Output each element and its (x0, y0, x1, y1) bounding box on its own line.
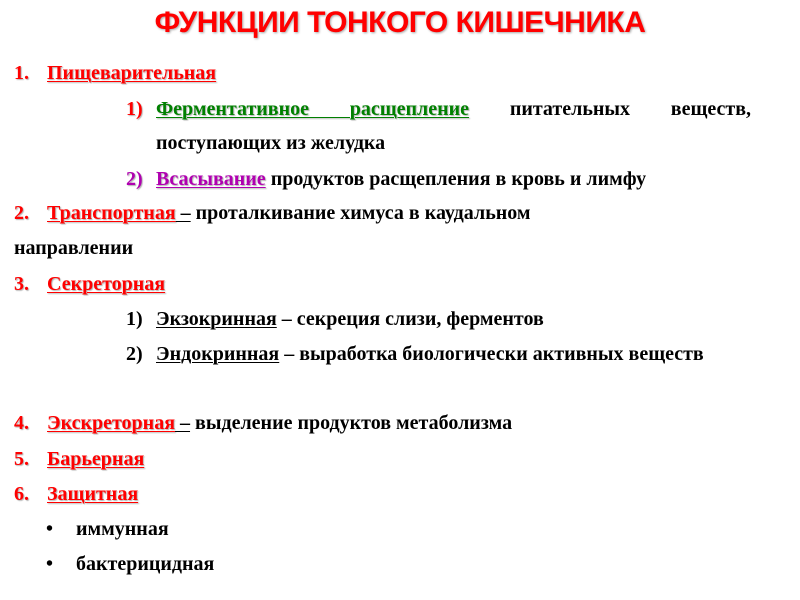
section-heading-secretory: Секреторная (47, 273, 166, 295)
excretory-text: выделение продуктов метаболизма (190, 412, 513, 434)
term-endocrine: Эндокринная (156, 343, 280, 365)
sub-item-exocrine (156, 307, 544, 331)
transport-dash: – (175, 202, 191, 224)
list-number-1: 1. (14, 62, 29, 84)
bullet-marker-bactericidal: • (46, 553, 54, 575)
section-heading-excretory: Экскреторная (47, 412, 176, 434)
section-heading-protective: Защитная (47, 483, 139, 505)
section-transport (47, 201, 531, 225)
list-number-4: 4. (14, 412, 29, 434)
transport-text: проталкивание химуса в каудальном (190, 202, 531, 224)
term-enzymatic-cleavage: Ферментативное расщепление (156, 98, 470, 120)
list-number-3: 3. (14, 273, 29, 295)
sub-number-1-2: 2) (126, 168, 143, 190)
sub-item-enzymatic (156, 92, 751, 160)
sub-item-endocrine (156, 337, 726, 371)
list-number-6: 6. (14, 483, 29, 505)
list-number-2: 2. (14, 202, 29, 224)
sub-item-exocrine-text: – секреция слизи, ферментов (276, 308, 544, 330)
bullet-immune: иммунная (76, 518, 169, 540)
excretory-dash: – (175, 412, 191, 434)
page-title: ФУНКЦИИ ТОНКОГО КИШЕЧНИКА (154, 6, 646, 39)
sub-number-3-1: 1) (126, 308, 143, 330)
list-number-5: 5. (14, 448, 29, 470)
sub-item-endocrine-text: – выработка биологически активных веществ (279, 343, 704, 365)
section-heading-transport: Транспортная (47, 202, 176, 224)
bullet-bactericidal: бактерицидная (76, 553, 215, 575)
bullet-marker-immune: • (46, 518, 54, 540)
section-heading-digestive: Пищеварительная (47, 62, 217, 84)
term-exocrine: Экзокринная (156, 308, 277, 330)
term-absorption: Всасывание (156, 168, 266, 190)
sub-number-1-1: 1) (126, 98, 143, 120)
sub-item-absorption (156, 167, 646, 191)
sub-item-enzymatic-text: питательных веществ, поступающих из желудка (156, 98, 751, 154)
section-excretory (47, 411, 512, 435)
sub-item-absorption-text: продуктов расщепления в кровь и лимфу (265, 168, 647, 190)
transport-text-continued: направлении (14, 237, 134, 259)
section-heading-barrier: Барьерная (47, 448, 145, 470)
sub-number-3-2: 2) (126, 343, 143, 365)
